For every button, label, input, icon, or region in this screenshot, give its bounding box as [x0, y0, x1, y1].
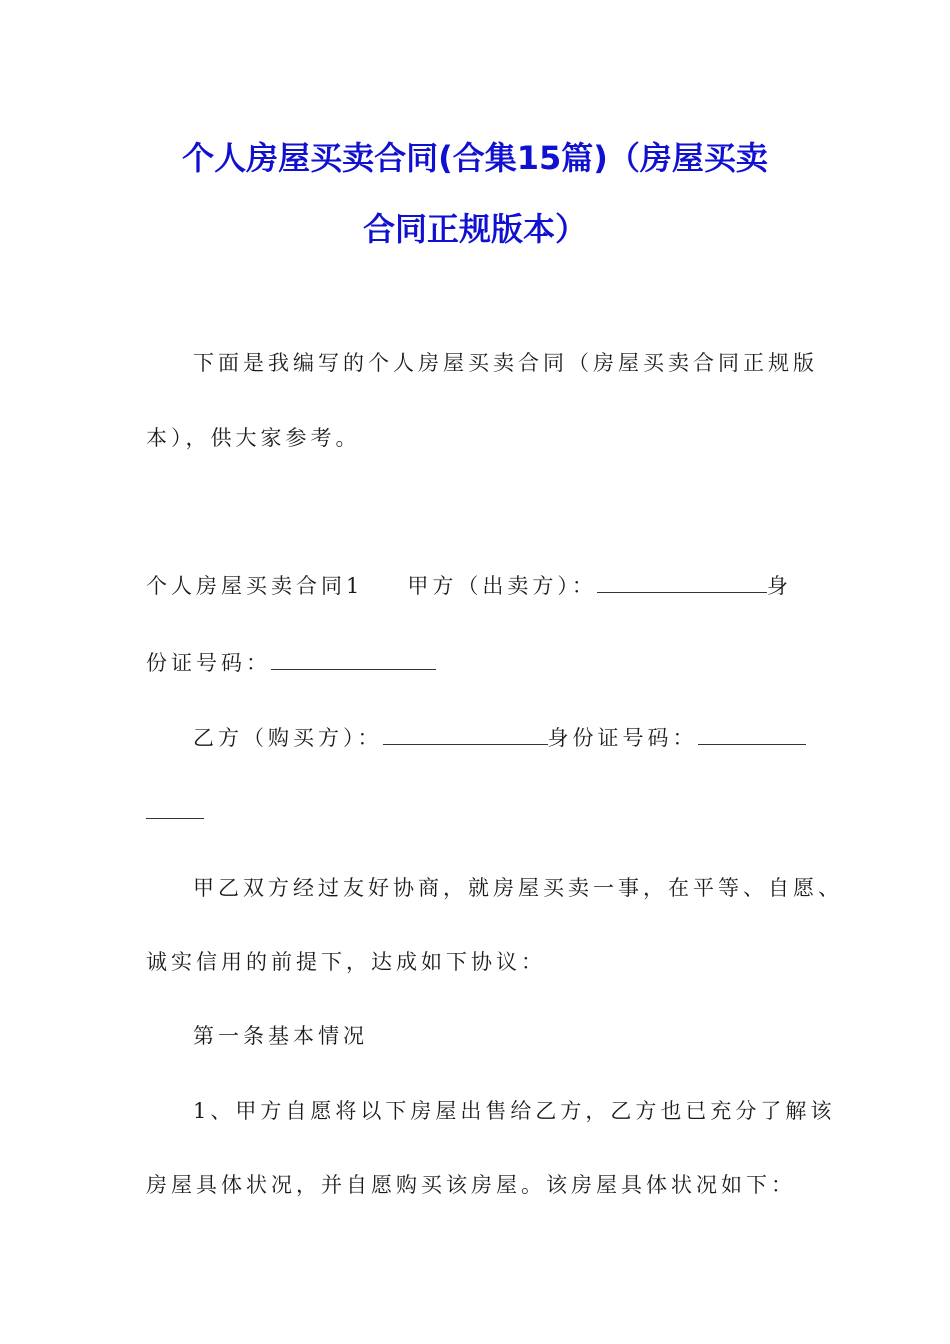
- contract-heading: 个人房屋买卖合同1: [146, 574, 364, 598]
- party-b-id-blank-continued[interactable]: [146, 798, 204, 819]
- party-b-name-blank[interactable]: [383, 724, 548, 745]
- agreement-line-1: 甲乙双方经过友好协商，就房屋买卖一事，在平等、自愿、: [193, 876, 843, 900]
- party-b-id-continuation: [146, 798, 204, 824]
- party-a-id-label: 份证号码：: [146, 651, 271, 675]
- party-b-id-blank[interactable]: [698, 724, 806, 745]
- document-title-line-1: 个人房屋买卖合同(合集15篇)（房屋买卖: [182, 139, 768, 177]
- party-a-id-line: [146, 647, 436, 677]
- party-a-label: 甲方（出卖方）：: [407, 574, 597, 598]
- intro-line-1: 下面是我编写的个人房屋买卖合同（房屋买卖合同正规版: [193, 351, 818, 375]
- party-a-name-blank[interactable]: [597, 572, 767, 593]
- party-a-id-prefix: 身: [766, 574, 792, 598]
- agreement-line-2: 诚实信用的前提下，达成如下协议：: [146, 950, 546, 974]
- party-a-id-blank[interactable]: [271, 649, 436, 670]
- party-b-id-label: 身份证号码：: [547, 726, 698, 750]
- party-a-line: [146, 570, 792, 600]
- intro-line-2: 本），供大家参考。: [146, 426, 361, 450]
- party-b-line: [193, 722, 806, 752]
- party-b-label: 乙方（购买方）：: [193, 726, 383, 750]
- article-1-line-1: 1、甲方自愿将以下房屋出售给乙方，乙方也已充分了解该: [193, 1099, 836, 1123]
- document-title-line-2: 合同正规版本）: [362, 210, 587, 248]
- article-1-line-2: 房屋具体状况，并自愿购买该房屋。该房屋具体状况如下：: [146, 1173, 796, 1197]
- article-1-heading: 第一条基本情况: [193, 1024, 368, 1048]
